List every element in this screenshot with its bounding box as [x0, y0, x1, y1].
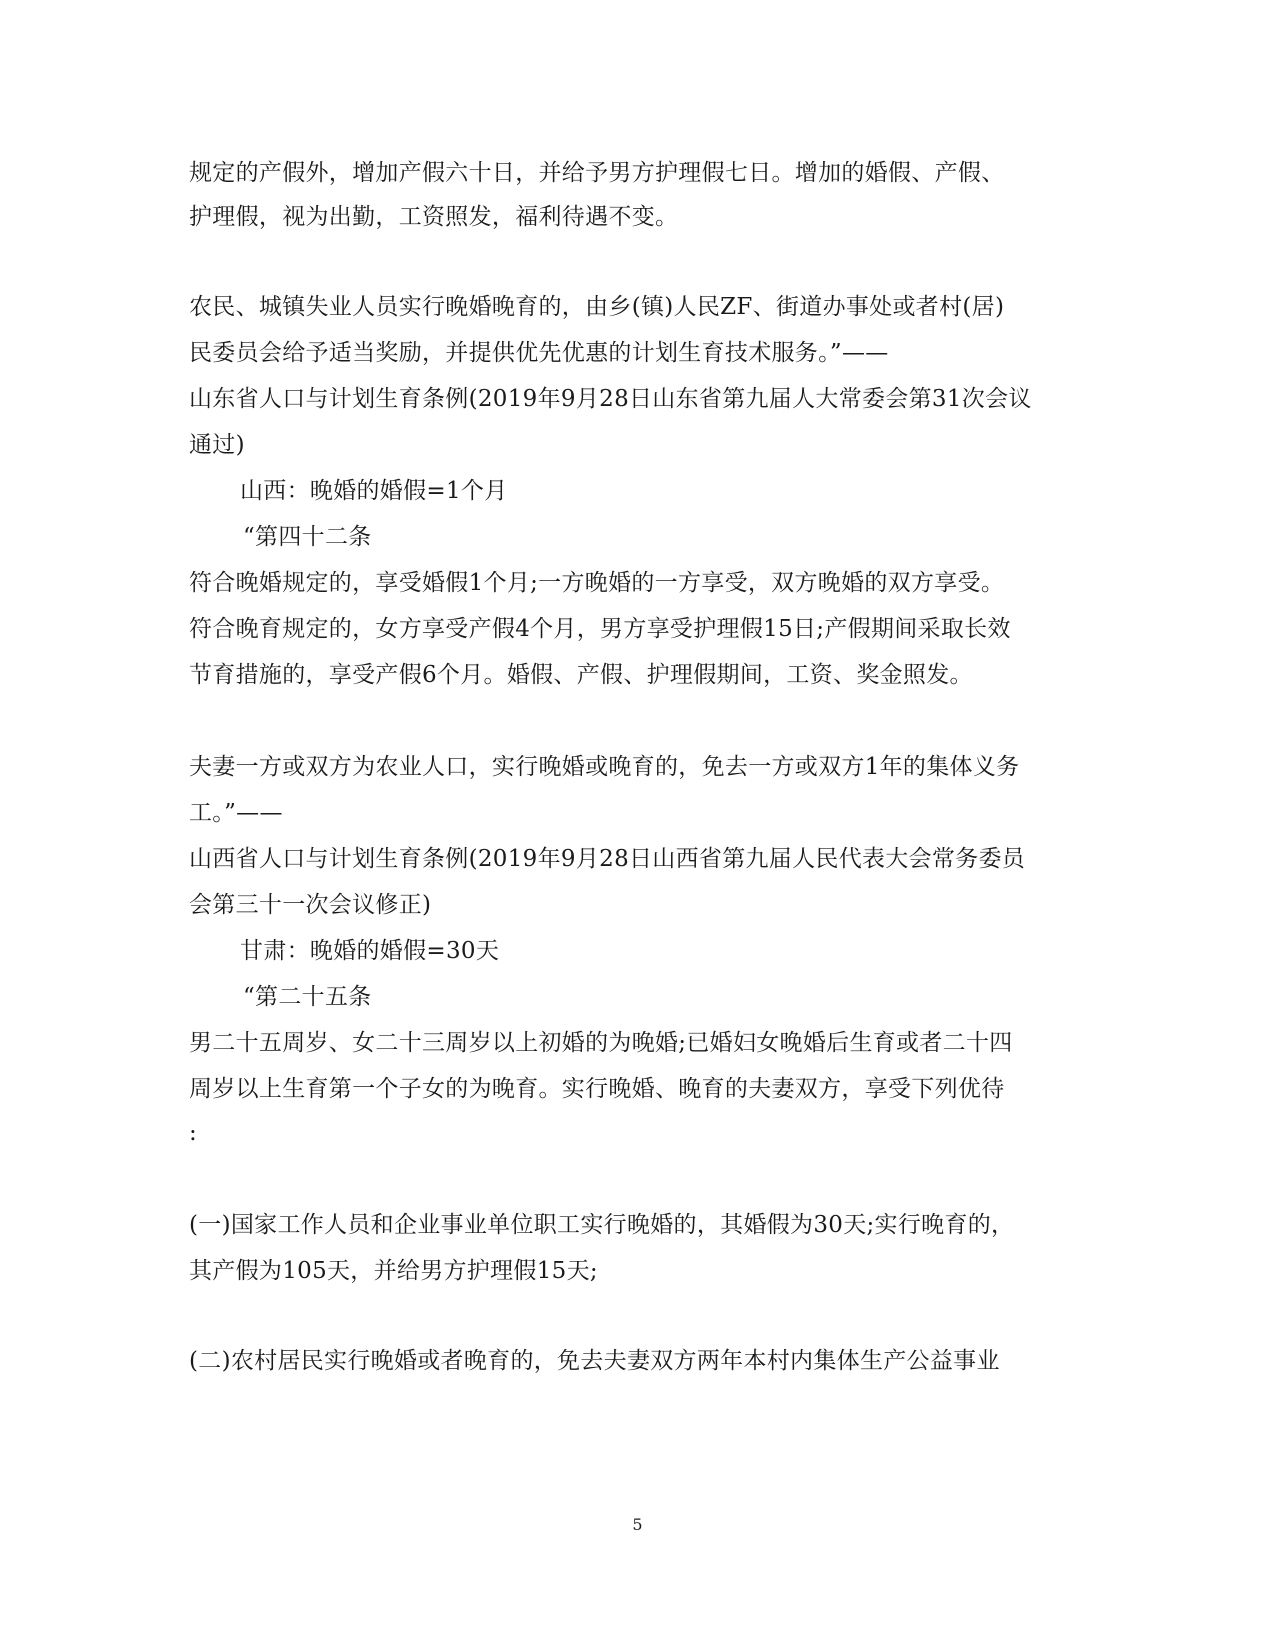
text-line: 农民、城镇失业人员实行晚婚晚育的，由乡(镇)人民ZF、街道办事处或者村(居) [189, 294, 1005, 320]
article-heading: “第四十二条 [243, 524, 372, 550]
text-line: 民委员会给予适当奖励，并提供优先优惠的计划生育技术服务。”—— [189, 340, 889, 366]
text-line: 符合晚育规定的，女方享受产假4个月，男方享受护理假15日;产假期间采取长效 [189, 616, 1011, 642]
text-line: 其产假为105天，并给男方护理假15天; [189, 1258, 598, 1284]
text-line: 符合晚婚规定的，享受婚假1个月;一方晚婚的一方享受，双方晚婚的双方享受。 [189, 570, 1005, 596]
page-number: 5 [632, 1515, 643, 1534]
text-line: 节育措施的，享受产假6个月。婚假、产假、护理假期间，工资、奖金照发。 [189, 662, 973, 688]
text-line: 会第三十一次会议修正) [189, 892, 432, 918]
text-line: 护理假，视为出勤，工资照发，福利待遇不变。 [189, 204, 679, 230]
text-line: (二)农村居民实行晚婚或者晚育的，免去夫妻双方两年本村内集体生产公益事业 [189, 1348, 1000, 1374]
section-heading-shanxi: 山西：晚婚的婚假=1个月 [240, 478, 508, 504]
text-line: 工。”—— [189, 800, 283, 826]
article-heading: “第二十五条 [243, 984, 372, 1010]
text-line: 男二十五周岁、女二十三周岁以上初婚的为晚婚;已婚妇女晚婚后生育或者二十四 [189, 1030, 1013, 1056]
text-line: : [189, 1120, 198, 1146]
text-line: 通过) [189, 432, 245, 458]
section-heading-gansu: 甘肃：晚婚的婚假=30天 [240, 938, 500, 964]
text-line: (一)国家工作人员和企业事业单位职工实行晚婚的，其婚假为30天;实行晚育的， [189, 1212, 1015, 1238]
text-line: 周岁以上生育第一个子女的为晚育。实行晚婚、晚育的夫妻双方，享受下列优待 [189, 1076, 1005, 1102]
text-line: 规定的产假外，增加产假六十日，并给予男方护理假七日。增加的婚假、产假、 [189, 160, 1005, 186]
text-line: 山东省人口与计划生育条例(2019年9月28日山东省第九届人大常委会第31次会议 [189, 386, 1032, 412]
text-line: 山西省人口与计划生育条例(2019年9月28日山西省第九届人民代表大会常务委员 [189, 846, 1026, 872]
text-line: 夫妻一方或双方为农业人口，实行晚婚或晚育的，免去一方或双方1年的集体义务 [189, 754, 1020, 780]
